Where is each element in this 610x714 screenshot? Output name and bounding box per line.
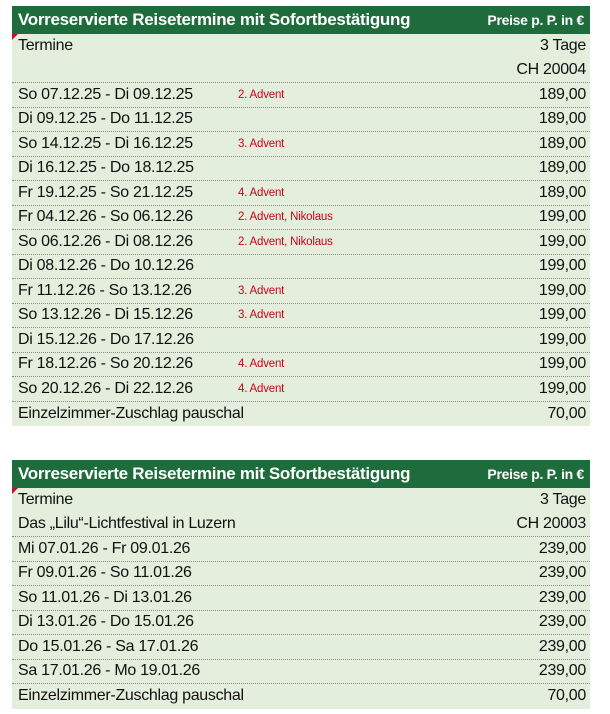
table-row	[12, 304, 590, 329]
price: 199,00	[538, 208, 586, 226]
occasion-note: 4. Advent	[238, 186, 285, 199]
date-range: Fr 19.12.25 - So 21.12.25	[18, 183, 193, 201]
event-row	[12, 513, 590, 538]
date-range: Di 09.12.25 - Do 11.12.25	[18, 110, 193, 128]
price: 189,00	[538, 110, 586, 128]
date-range: So 07.12.25 - Di 09.12.25	[18, 85, 193, 103]
price: 239,00	[538, 539, 586, 557]
surcharge-price: 70,00	[547, 687, 586, 705]
price: 239,00	[538, 662, 586, 680]
table-row	[12, 279, 590, 304]
date-range: Di 13.01.26 - Do 15.01.26	[18, 613, 194, 631]
surcharge-price: 70,00	[547, 404, 586, 422]
price: 199,00	[538, 306, 586, 324]
table-row	[12, 562, 590, 587]
subheader-row	[12, 488, 590, 513]
price: 239,00	[538, 564, 586, 582]
subheader-row	[12, 34, 590, 59]
price: 199,00	[538, 330, 586, 348]
date-range: Di 08.12.26 - Do 10.12.26	[18, 257, 194, 275]
surcharge-row	[12, 684, 590, 709]
table-header	[12, 6, 590, 34]
tour-code: CH 20003	[516, 515, 586, 533]
date-range: Fr 11.12.26 - So 13.12.26	[18, 281, 192, 299]
table-row	[12, 611, 590, 636]
date-range: So 20.12.26 - Di 22.12.26	[18, 379, 193, 397]
header-title: Vorreservierte Reisetermine mit Sofortbestätigung	[18, 10, 411, 29]
event-label: Das „Lilu“-Lichtfestival in Luzern	[18, 515, 236, 533]
table-row	[12, 255, 590, 280]
table-row	[12, 537, 590, 562]
date-range: Do 15.01.26 - Sa 17.01.26	[18, 637, 199, 655]
occasion-note: 2. Advent	[238, 88, 285, 101]
date-range: Di 16.12.25 - Do 18.12.25	[18, 159, 194, 177]
price: 199,00	[538, 355, 586, 373]
table-row	[12, 206, 590, 231]
occasion-note: 4. Advent	[238, 358, 285, 371]
header-price-label: Preise p. P. in €	[487, 12, 584, 28]
table-row	[12, 157, 590, 182]
price: 199,00	[538, 281, 586, 299]
price: 189,00	[538, 159, 586, 177]
date-range: Fr 09.01.26 - So 11.01.26	[18, 564, 192, 582]
surcharge-label: Einzelzimmer-Zuschlag pauschal	[18, 404, 244, 422]
corner-marker	[12, 488, 18, 494]
price: 239,00	[538, 588, 586, 606]
table-row	[12, 660, 590, 685]
table-row	[12, 328, 590, 353]
duration-label: 3 Tage	[540, 37, 586, 55]
occasion-note: 3. Advent	[238, 137, 285, 150]
price: 199,00	[538, 379, 586, 397]
header-price-label: Preise p. P. in €	[487, 466, 584, 482]
date-range: So 11.01.26 - Di 13.01.26	[18, 588, 192, 606]
price: 199,00	[538, 232, 586, 250]
date-range: So 13.12.26 - Di 15.12.26	[18, 306, 193, 324]
table-row	[12, 635, 590, 660]
price: 189,00	[538, 134, 586, 152]
price: 239,00	[538, 637, 586, 655]
occasion-note: 4. Advent	[238, 382, 285, 395]
occasion-note: 2. Advent, Nikolaus	[238, 235, 333, 248]
surcharge-row	[12, 402, 590, 427]
occasion-note: 2. Advent, Nikolaus	[238, 211, 333, 224]
price: 199,00	[538, 257, 586, 275]
termine-label: Termine	[18, 491, 73, 509]
table-row	[12, 132, 590, 157]
table-row	[12, 230, 590, 255]
header-title: Vorreservierte Reisetermine mit Sofortbestätigung	[18, 464, 411, 483]
duration-label: 3 Tage	[540, 491, 586, 509]
tour-code: CH 20004	[516, 61, 586, 79]
code-row	[12, 59, 590, 84]
termine-label: Termine	[18, 37, 73, 55]
corner-marker	[12, 34, 18, 40]
price-table-lilu	[12, 460, 590, 709]
date-range: Sa 17.01.26 - Mo 19.01.26	[18, 662, 200, 680]
price: 239,00	[538, 613, 586, 631]
price: 189,00	[538, 183, 586, 201]
date-range: Fr 18.12.26 - So 20.12.26	[18, 355, 193, 373]
price: 189,00	[538, 85, 586, 103]
table-row	[12, 181, 590, 206]
occasion-note: 3. Advent	[238, 284, 285, 297]
date-range: So 06.12.26 - Di 08.12.26	[18, 232, 193, 250]
date-range: Mi 07.01.26 - Fr 09.01.26	[18, 539, 191, 557]
table-row	[12, 108, 590, 133]
table-row	[12, 377, 590, 402]
table-row	[12, 586, 590, 611]
date-range: Di 15.12.26 - Do 17.12.26	[18, 330, 194, 348]
date-range: Fr 04.12.26 - So 06.12.26	[18, 208, 193, 226]
table-header	[12, 460, 590, 488]
table-row	[12, 353, 590, 378]
occasion-note: 3. Advent	[238, 309, 285, 322]
surcharge-label: Einzelzimmer-Zuschlag pauschal	[18, 687, 244, 705]
table-row	[12, 83, 590, 108]
date-range: So 14.12.25 - Di 16.12.25	[18, 134, 193, 152]
price-table-advent	[12, 6, 590, 426]
